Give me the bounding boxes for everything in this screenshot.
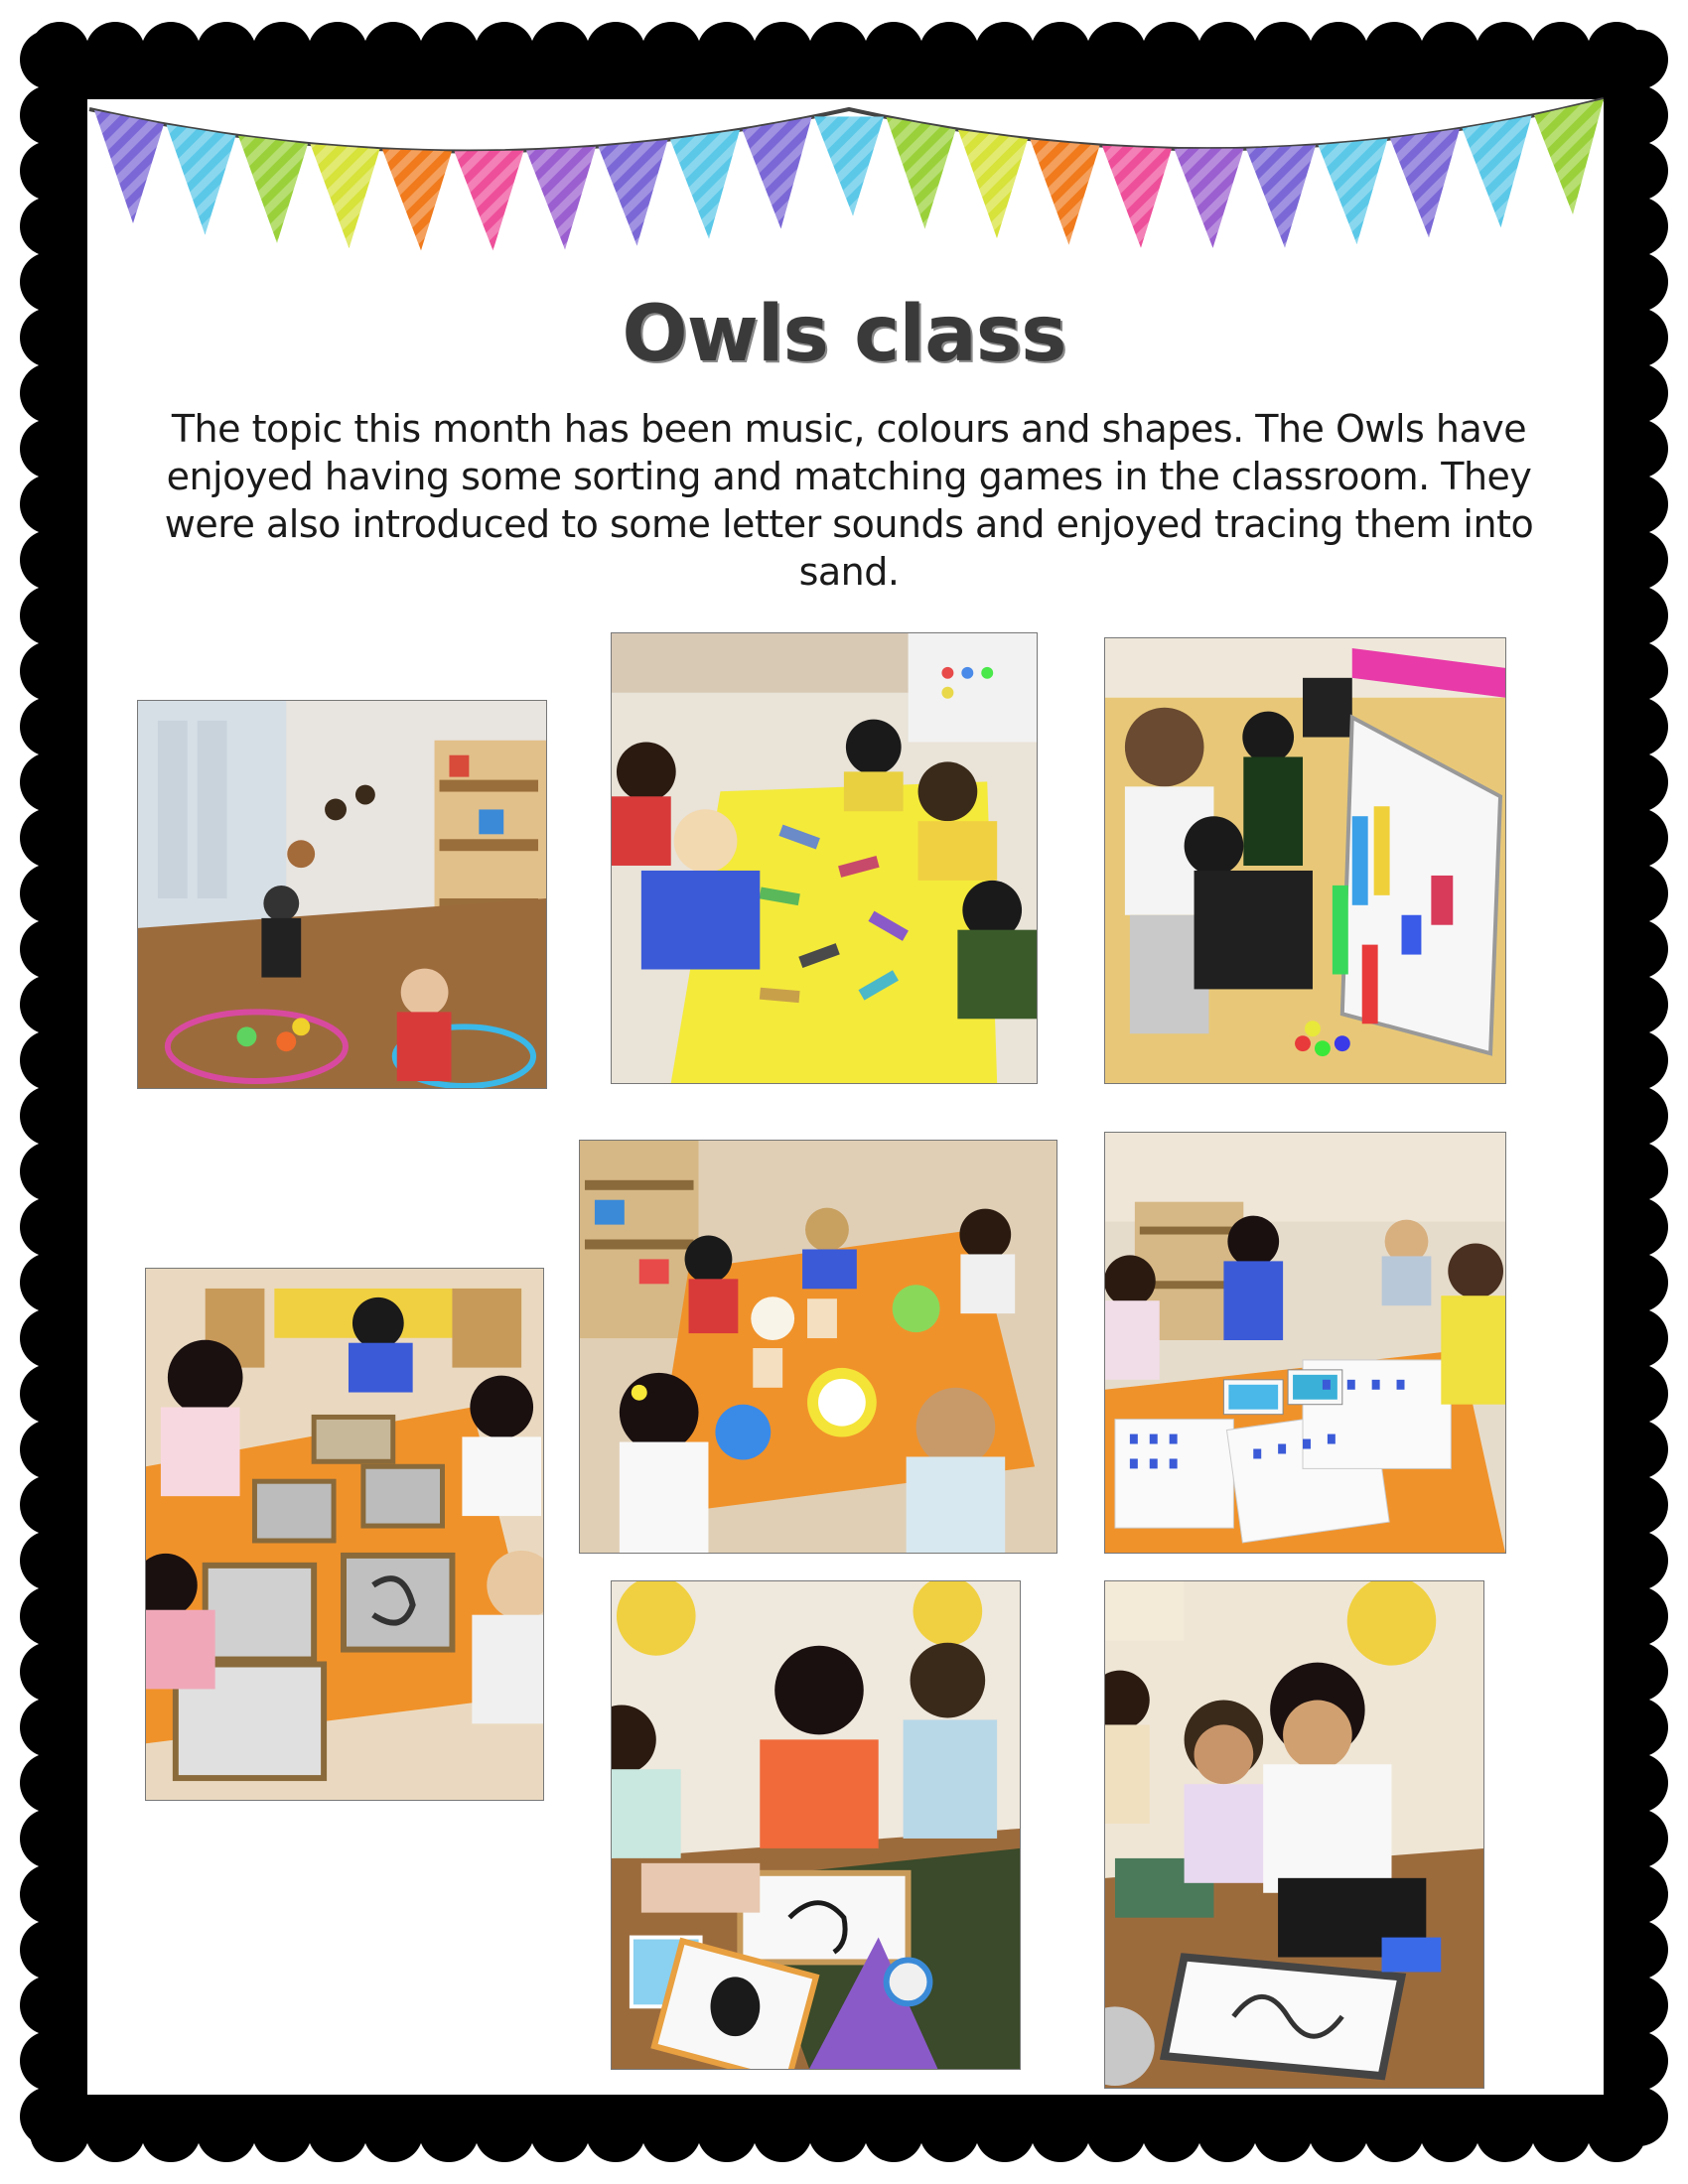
- photo-sand-tracing-table: [145, 1268, 544, 1801]
- photo-whiteboard-shapes: [1104, 637, 1506, 1084]
- photo-music-circle-time: [137, 700, 547, 1089]
- photo-letter-sorting-table: [1104, 1132, 1506, 1554]
- page-description: The topic this month has been music, colours and shapes. The Owls have enjoyed having some sorting and matching games in the classroom. They were also introduced to some letter sounds and enjoyed tracing them into sand.: [164, 407, 1534, 594]
- bunting-banner-decoration: [0, 0, 1688, 318]
- photo-sock-matching-table: [611, 632, 1038, 1084]
- photo-whiteboard-tracing: [1104, 1580, 1484, 2089]
- photo-floor-letter-tracing: [611, 1580, 1021, 2070]
- photo-sensory-play-table: [579, 1140, 1057, 1554]
- page-title: Owls class: [622, 290, 1066, 379]
